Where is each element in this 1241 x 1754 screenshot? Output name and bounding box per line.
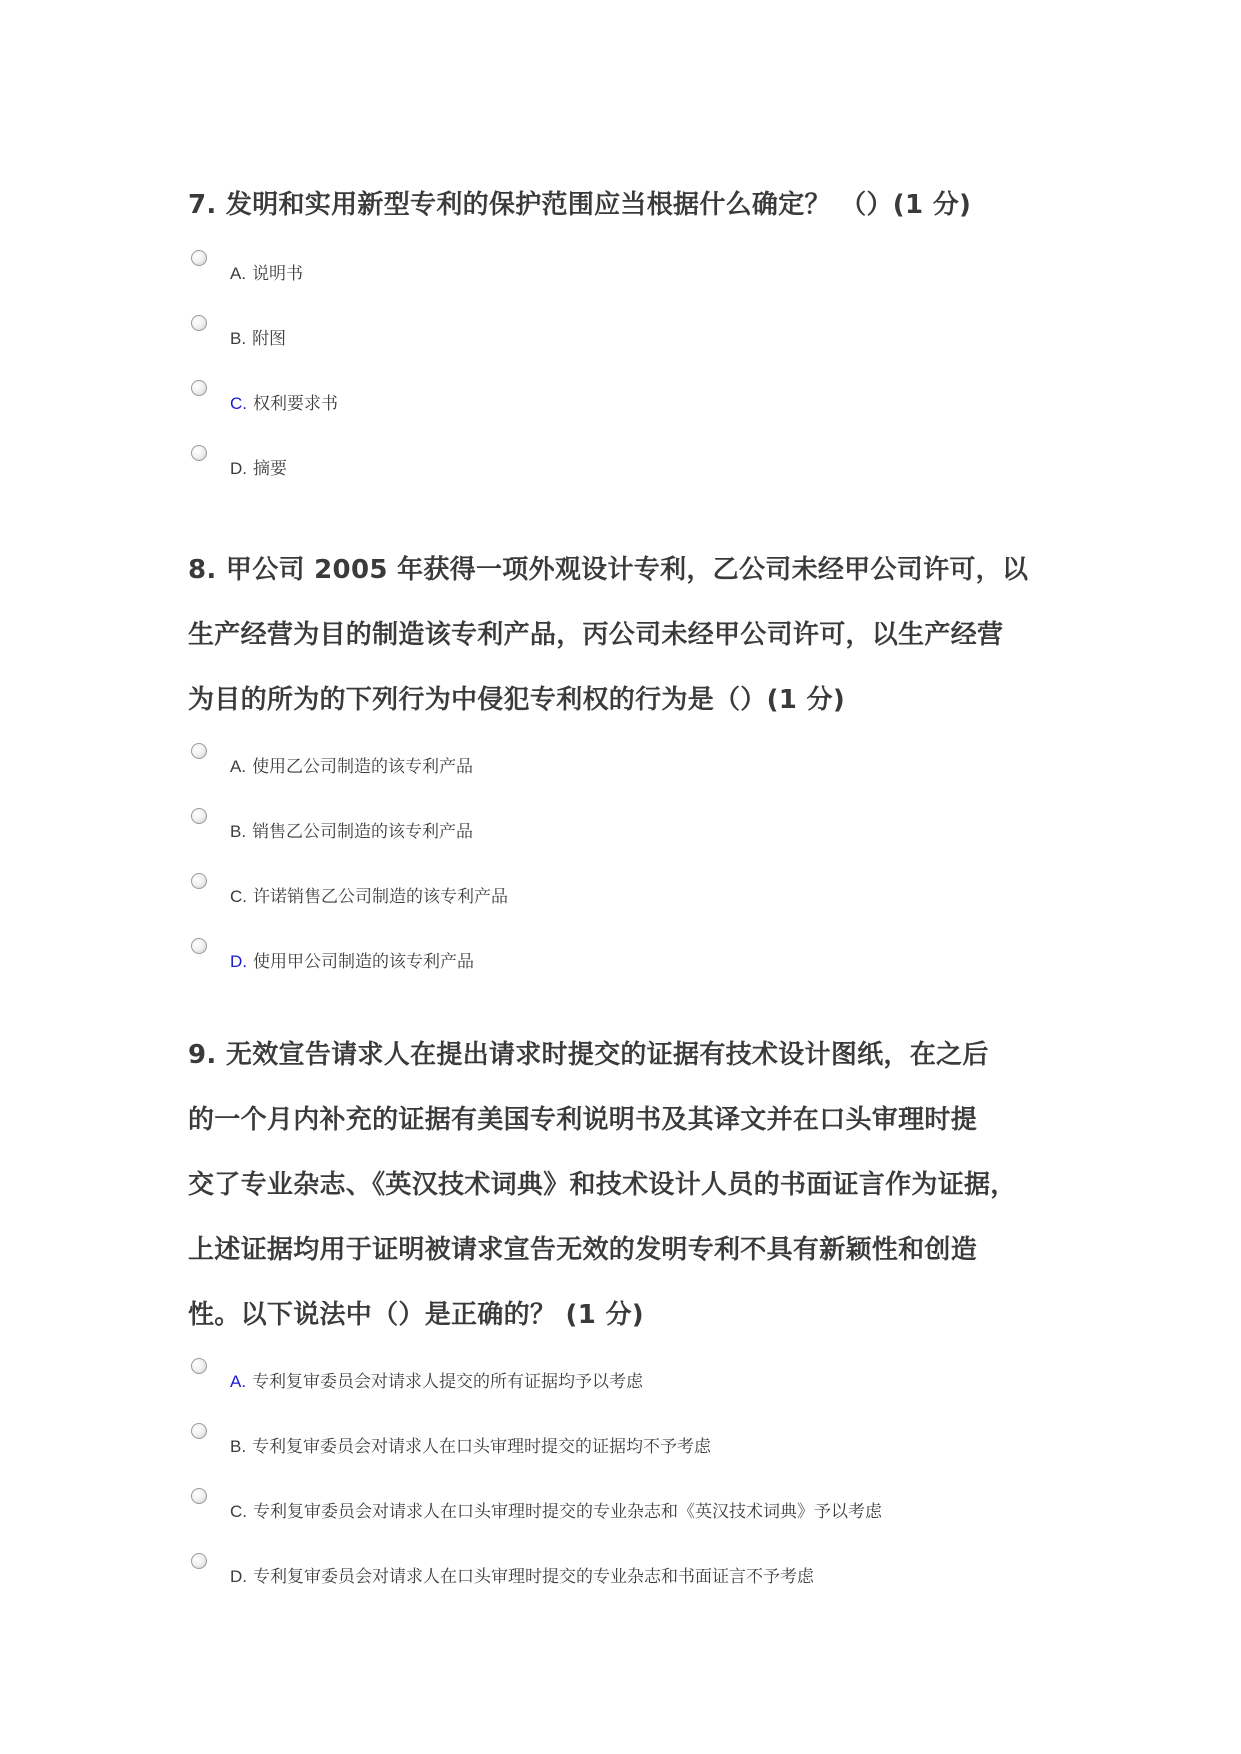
radio-button[interactable]: [191, 445, 207, 461]
option-label: 附图: [252, 329, 287, 349]
radio-button[interactable]: [191, 808, 207, 824]
radio-button[interactable]: [191, 250, 207, 266]
radio-button[interactable]: [191, 315, 207, 331]
option-c[interactable]: [188, 1478, 1088, 1543]
option-c[interactable]: [188, 370, 1088, 435]
option-letter: C.: [230, 887, 247, 906]
option-letter: D.: [230, 952, 247, 971]
option-letter: C.: [230, 1502, 247, 1521]
option-label: 专利复审委员会对请求人在口头审理时提交的专业杂志和《英汉技术词典》予以考虑: [253, 1502, 882, 1522]
option-letter: A.: [230, 1372, 247, 1391]
option-label: 专利复审委员会对请求人在口头审理时提交的专业杂志和书面证言不予考虑: [253, 1567, 814, 1587]
options-list: [188, 1348, 1088, 1608]
option-letter: A.: [230, 757, 247, 776]
options-list: [188, 240, 1088, 500]
radio-button[interactable]: [191, 1358, 207, 1374]
option-label: 许诺销售乙公司制造的该专利产品: [253, 887, 508, 907]
option-b[interactable]: [188, 305, 1088, 370]
option-letter: D.: [230, 459, 247, 478]
radio-button[interactable]: [191, 1488, 207, 1504]
options-list: [188, 733, 1088, 993]
radio-button[interactable]: [191, 380, 207, 396]
option-a[interactable]: [188, 240, 1088, 305]
option-letter: B.: [230, 822, 247, 841]
radio-button[interactable]: [191, 1423, 207, 1439]
option-letter: A.: [230, 264, 247, 283]
option-letter: B.: [230, 1437, 247, 1456]
option-d[interactable]: [188, 928, 1088, 993]
question-8: [188, 538, 1088, 993]
option-d[interactable]: [188, 435, 1088, 500]
option-label: 摘要: [253, 459, 287, 479]
option-letter: B.: [230, 329, 247, 348]
option-label: 使用甲公司制造的该专利产品: [253, 952, 474, 972]
question-title: 8. 甲公司 2005 年获得一项外观设计专利，乙公司未经甲公司许可，以 生产经营为目的制造该专利产品，丙公司未经甲公司许可，以生产经营 为目的所为的下列行为中侵犯专利权的行为是（）(1 分): [188, 555, 1029, 715]
option-d[interactable]: [188, 1543, 1088, 1608]
radio-button[interactable]: [191, 743, 207, 759]
option-b[interactable]: [188, 1413, 1088, 1478]
question-title: 7. 发明和实用新型专利的保护范围应当根据什么确定？ （）(1 分): [188, 190, 972, 220]
option-a[interactable]: [188, 733, 1088, 798]
question-7: [188, 183, 1088, 500]
option-letter: C.: [230, 394, 247, 413]
option-b[interactable]: [188, 798, 1088, 863]
question-9: [188, 1023, 1088, 1608]
radio-button[interactable]: [191, 938, 207, 954]
option-label: 说明书: [252, 264, 304, 284]
option-letter: D.: [230, 1567, 247, 1586]
radio-button[interactable]: [191, 873, 207, 889]
option-label: 专利复审委员会对请求人提交的所有证据均予以考虑: [252, 1372, 644, 1392]
option-c[interactable]: [188, 863, 1088, 928]
option-label: 销售乙公司制造的该专利产品: [252, 822, 474, 842]
option-label: 使用乙公司制造的该专利产品: [252, 757, 474, 777]
radio-button[interactable]: [191, 1553, 207, 1569]
option-label: 专利复审委员会对请求人在口头审理时提交的证据均不予考虑: [252, 1437, 712, 1457]
option-a[interactable]: [188, 1348, 1088, 1413]
question-title: 9. 无效宣告请求人在提出请求时提交的证据有技术设计图纸，在之后 的一个月内补充的证据有美国专利说明书及其译文并在口头审理时提 交了专业杂志、《英汉技术词典》和技术设计人员的书面证言作为证据， 上述证据均用于证明被请求宣告无效的发明专利不具有新颖性和创造 性。以下说法中（）是正确的？ (1 分): [188, 1040, 1017, 1330]
option-label: 权利要求书: [253, 394, 338, 414]
